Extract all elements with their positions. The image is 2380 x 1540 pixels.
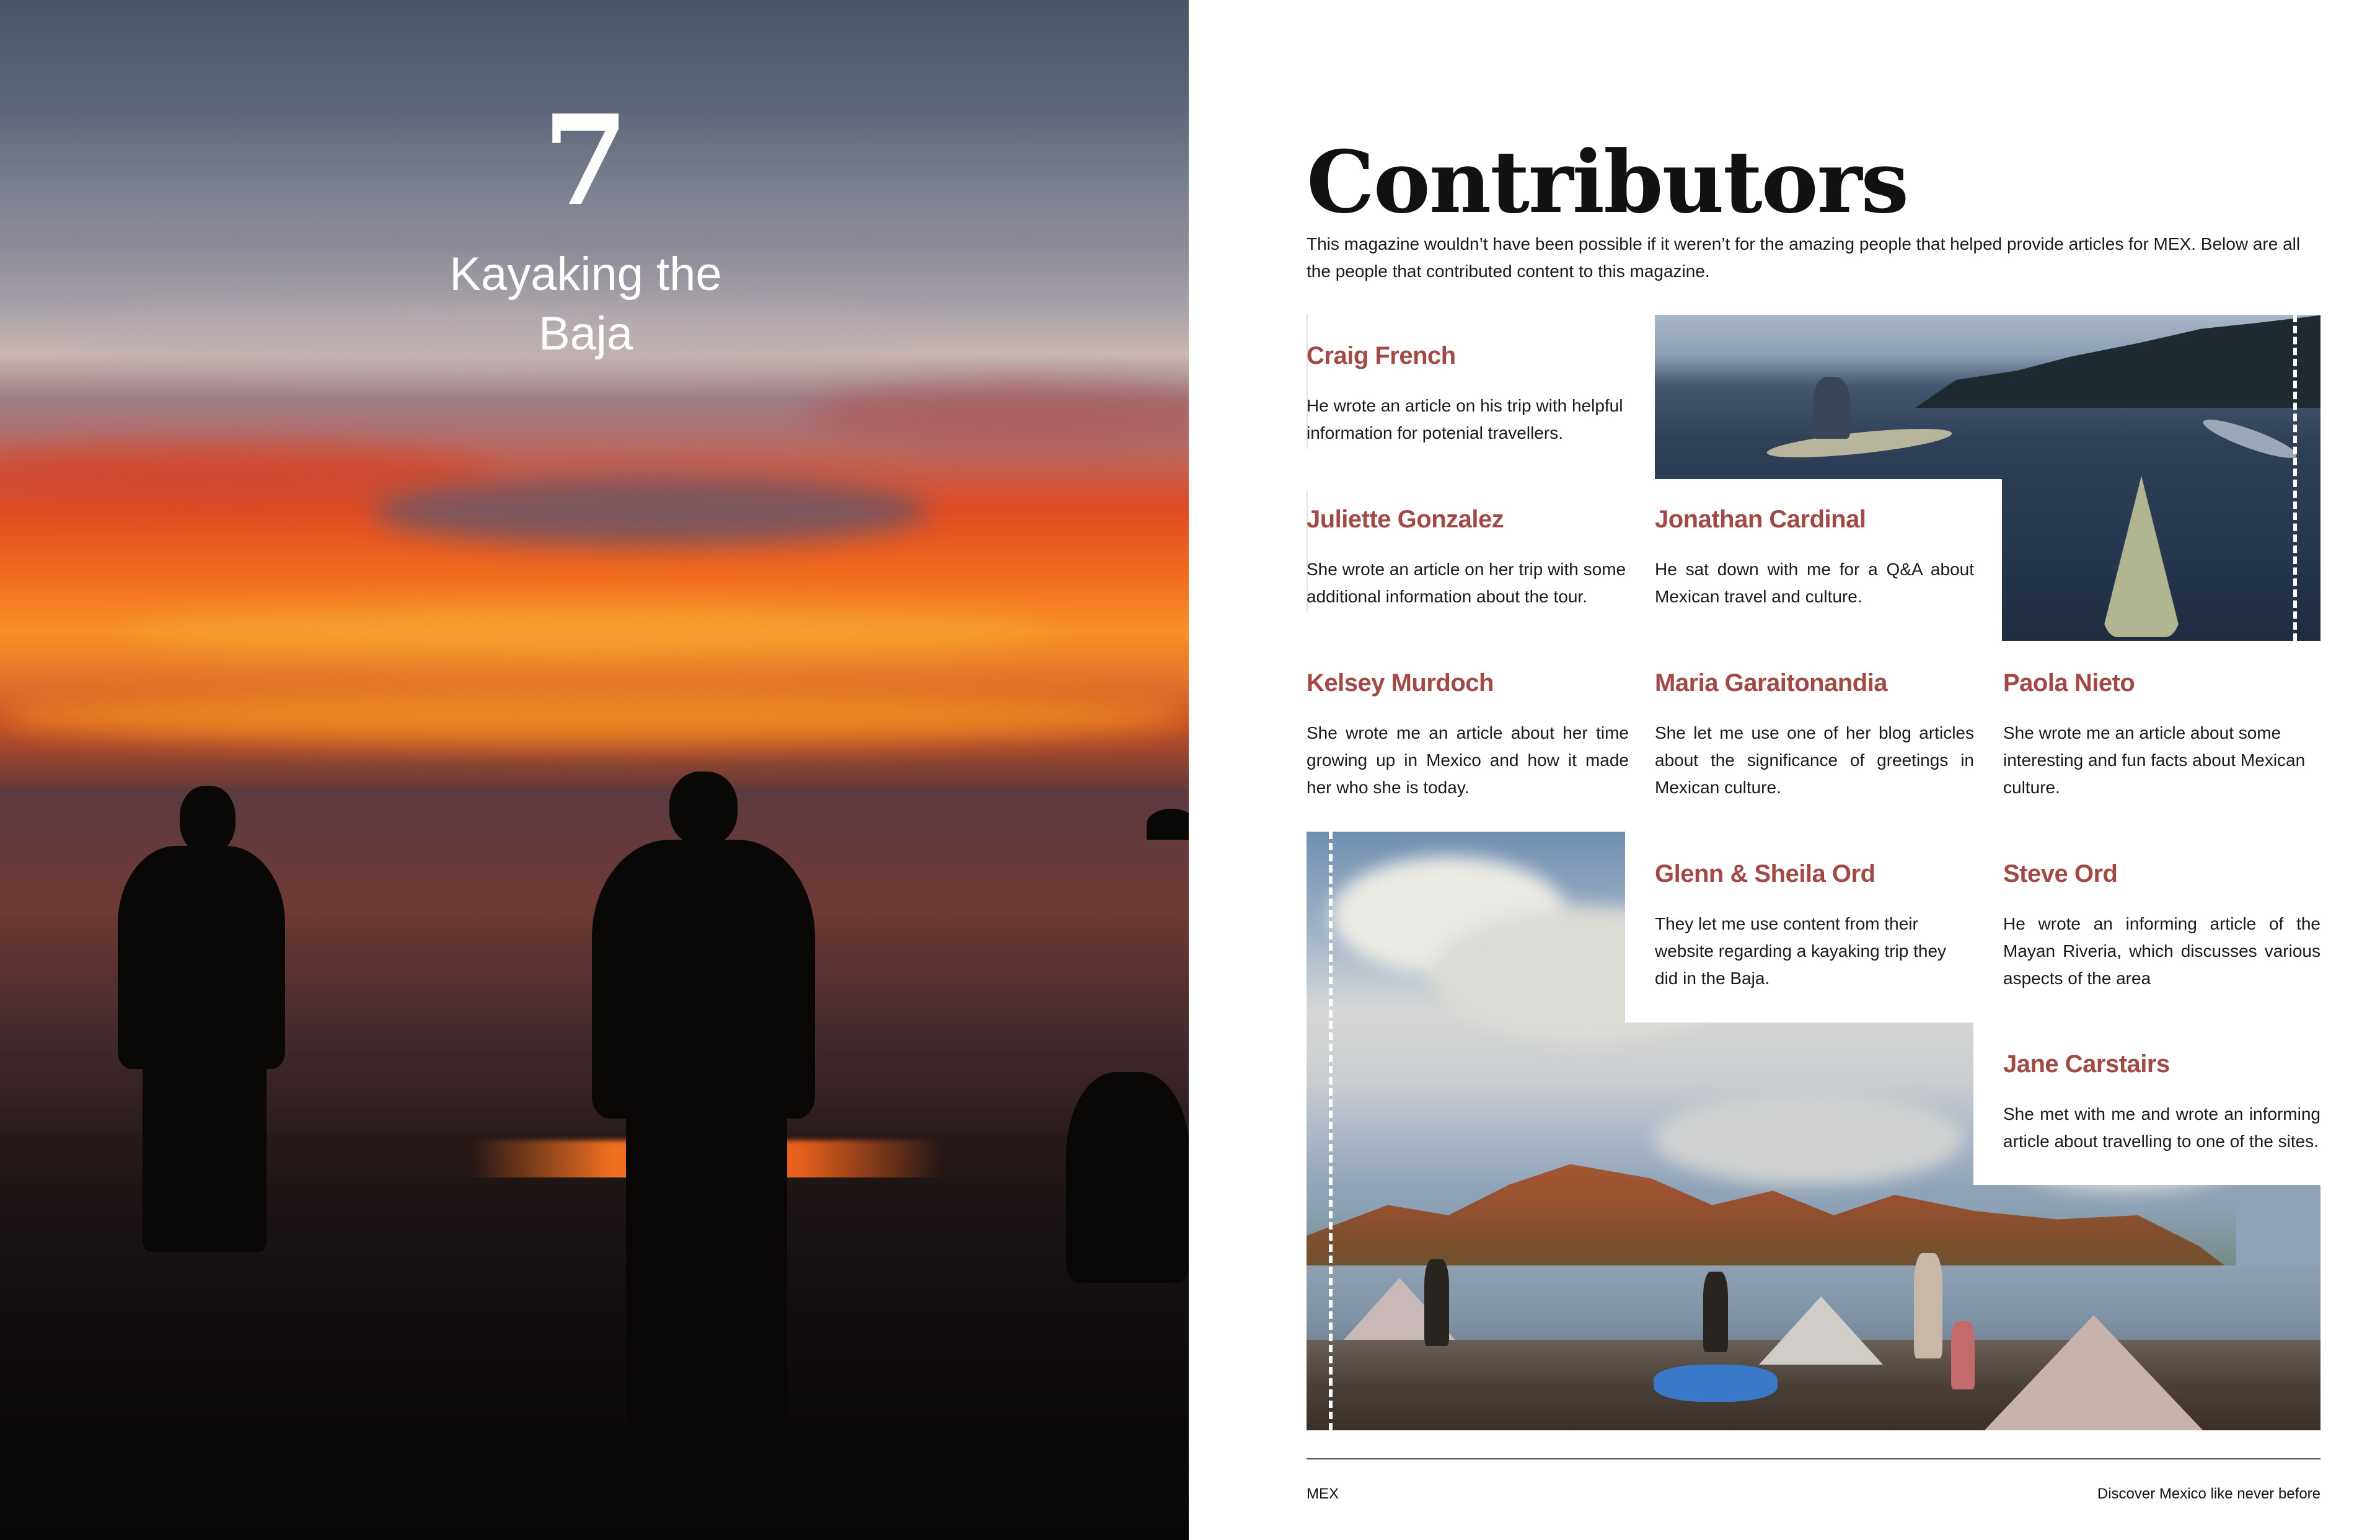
person-silhouette-legs bbox=[143, 1054, 267, 1252]
chapter-title: Kayaking the Baja bbox=[449, 248, 722, 360]
footer-rule bbox=[1307, 1458, 2320, 1459]
cliff bbox=[1915, 315, 2320, 408]
contributor-description: They let me use content from their website regarding a kayaking trip they did in the Baja. bbox=[1655, 914, 1947, 988]
intro-text: This magazine wouldn’t have been possible if it weren’t for the amazing people that helped provide articles for MEX. Below are all the people that contributed content to this magazine. bbox=[1307, 234, 2301, 281]
contributor-description: She met with me and wrote an informing article about travelling to one of the sites. bbox=[2003, 1104, 2320, 1151]
contributor-name: Maria Garaitonandia bbox=[1655, 669, 1888, 697]
sunset-cloud bbox=[124, 607, 1054, 657]
person-silhouette-head bbox=[669, 772, 738, 846]
camper bbox=[1424, 1259, 1449, 1346]
person-silhouette-head bbox=[180, 786, 236, 854]
contributor-card bbox=[1655, 860, 1974, 992]
contributor-card bbox=[1655, 669, 1974, 801]
contributor-card bbox=[1307, 669, 1629, 801]
contributor-card bbox=[1307, 342, 1629, 447]
chapter-number: 7 bbox=[542, 88, 629, 234]
contributor-name: Steve Ord bbox=[2003, 860, 2118, 887]
contributor-card bbox=[2003, 669, 2320, 801]
sunset-cloud bbox=[0, 688, 1189, 744]
contributor-name: Jane Carstairs bbox=[2003, 1050, 2170, 1078]
contributor-card bbox=[1655, 506, 1974, 610]
contributor-description: She wrote an article on her trip with some additional information about the tour. bbox=[1307, 560, 1626, 606]
footer-magazine-name: MEX bbox=[1307, 1485, 1339, 1502]
contributor-card bbox=[2003, 860, 2320, 992]
contributor-description: He wrote an informing article of the Mayan Riveria, which discusses various aspects of the area bbox=[2003, 914, 2320, 988]
seated-silhouette bbox=[1066, 1072, 1189, 1283]
camper bbox=[1914, 1253, 1942, 1358]
person-silhouette-legs bbox=[626, 1103, 787, 1425]
contributor-card bbox=[2003, 1050, 2320, 1155]
contributor-name: Juliette Gonzalez bbox=[1307, 506, 1504, 533]
cloud bbox=[1654, 1092, 1963, 1185]
cover-photo-sunset bbox=[0, 0, 1189, 1540]
person-silhouette-body bbox=[118, 846, 285, 1069]
contributor-description: He wrote an article on his trip with helpful information for potenial travellers. bbox=[1307, 396, 1623, 442]
camper bbox=[1703, 1272, 1728, 1352]
sunset-cloud bbox=[806, 384, 1189, 446]
kayak bbox=[1766, 423, 1953, 463]
contributor-name: Craig French bbox=[1307, 342, 1456, 369]
contributor-name: Glenn & Sheila Ord bbox=[1655, 860, 1875, 887]
contributor-description: He sat down with me for a Q&A about Mexican travel and culture. bbox=[1655, 560, 1974, 606]
contributor-name: Paola Nieto bbox=[2003, 669, 2135, 697]
contributor-description: She wrote me an article about her time growing up in Mexico and how it made her who she is today. bbox=[1307, 723, 1629, 797]
contributor-name: Kelsey Murdoch bbox=[1307, 669, 1494, 697]
camper bbox=[1951, 1321, 1975, 1389]
contributor-name: Jonathan Cardinal bbox=[1655, 506, 1866, 533]
kayaker bbox=[1813, 377, 1850, 439]
dashed-line bbox=[1329, 832, 1333, 1430]
person-silhouette-body bbox=[592, 840, 815, 1119]
sunset-cloud bbox=[372, 477, 930, 545]
blue-tarp bbox=[1654, 1365, 1778, 1402]
contributor-description: She wrote me an article about some interesting and fun facts about Mexican culture. bbox=[2003, 723, 2306, 797]
dashed-line bbox=[2293, 315, 2297, 641]
kayak-bow bbox=[2101, 476, 2182, 637]
footer-tagline: Discover Mexico like never before bbox=[2097, 1485, 2320, 1502]
kayak bbox=[2200, 413, 2300, 465]
contributor-card bbox=[1307, 506, 1629, 610]
page-title: Contributors bbox=[1307, 131, 1908, 232]
rock-silhouette bbox=[1147, 809, 1189, 840]
contributor-description: She let me use one of her blog articles about the significance of greetings in Mexican culture. bbox=[1655, 723, 1974, 797]
